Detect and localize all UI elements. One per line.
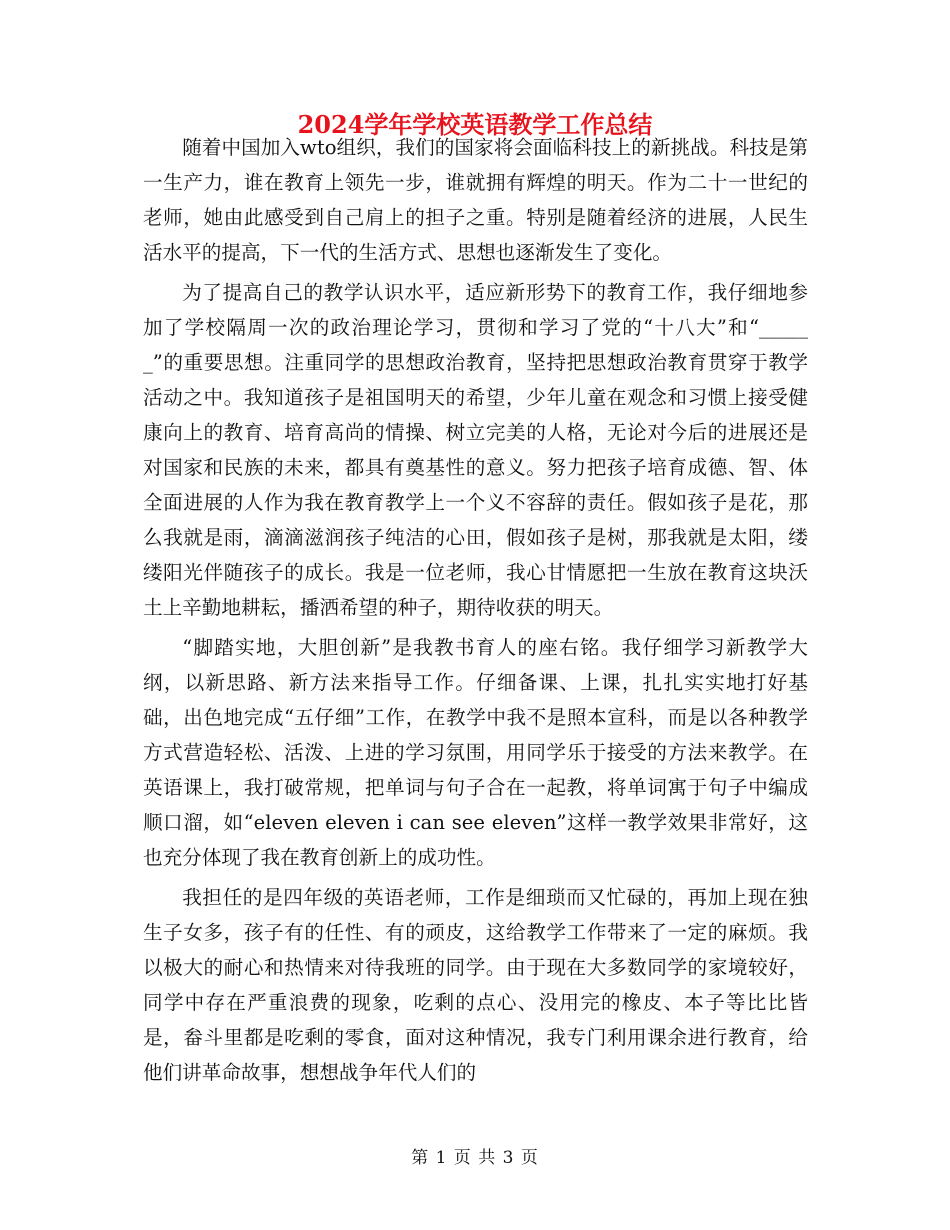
paragraph-4: 我担任的是四年级的英语老师，工作是细琐而又忙碌的，再加上现在独生子女多，孩子有的任性、有的顽皮，这给教学工作带来了一定的麻烦。我以极大的耐心和热情来对待我班的同学。由于现在大多数同学的家境较好，同学中存在严重浪费的现象，吃剩的点心、没用完的橡皮、本子等比比皆是，畚斗里都是吃剩的零食，面对这种情况，我专门利用课余进行教育，给他们讲革命故事，想想战争年代人们的 [143, 886, 808, 1084]
paragraph-1: 随着中国加入wto组织，我们的国家将会面临科技上的新挑战。科技是第一生产力，谁在教育上领先一步，谁就拥有辉煌的明天。作为二十一世纪的老师，她由此感受到自己肩上的担子之重。特别是随着经济的进展，人民生活水平的提高，下一代的生活方式、思想也逐渐发生了变化。 [143, 136, 808, 264]
document-body [143, 130, 808, 1095]
page-footer: 第 1 页 共 3 页 [411, 1148, 539, 1168]
paragraph-3: “脚踏实地，大胆创新”是我教书育人的座右铭。我仔细学习新教学大纲，以新思路、新方法来指导工作。仔细备课、上课，扎扎实实地打好基础，出色地完成“五仔细”工作，在教学中我不是照本宣科，而是以各种教学方式营造轻松、活泼、上进的学习氛围，用同学乐于接受的方法来教学。在英语课上，我打破常规，把单词与句子合在一起教，将单词寓于句子中编成顺口溜，如“eleven eleven i can see eleven”这样一教学效果非常好，这也充分体现了我在教育创新上的成功性。 [143, 636, 808, 869]
document-title: 2024学年学校英语教学工作总结 [297, 110, 653, 139]
paragraph-2: 为了提高自己的教学认识水平，适应新形势下的教育工作，我仔细地参加了学校隔周一次的政治理论学习，贯彻和学习了党的“十八大”和“______”的重要思想。注重同学的思想政治教育，坚持把思想政治教育贯穿于教学活动之中。我知道孩子是祖国明天的希望，少年儿童在观念和习惯上接受健康向上的教育、培育高尚的情操、树立完美的人格，无论对今后的进展还是对国家和民族的未来，都具有奠基性的意义。努力把孩子培育成德、智、体全面进展的人作为我在教育教学上一个义不容辞的责任。假如孩子是花，那么我就是雨，滴滴滋润孩子纯洁的心田，假如孩子是树，那我就是太阳，缕缕阳光伴随孩子的成长。我是一位老师，我心甘情愿把一生放在教育这块沃土上辛勤地耕耘，播洒希望的种子，期待收获的明天。 [143, 281, 808, 619]
